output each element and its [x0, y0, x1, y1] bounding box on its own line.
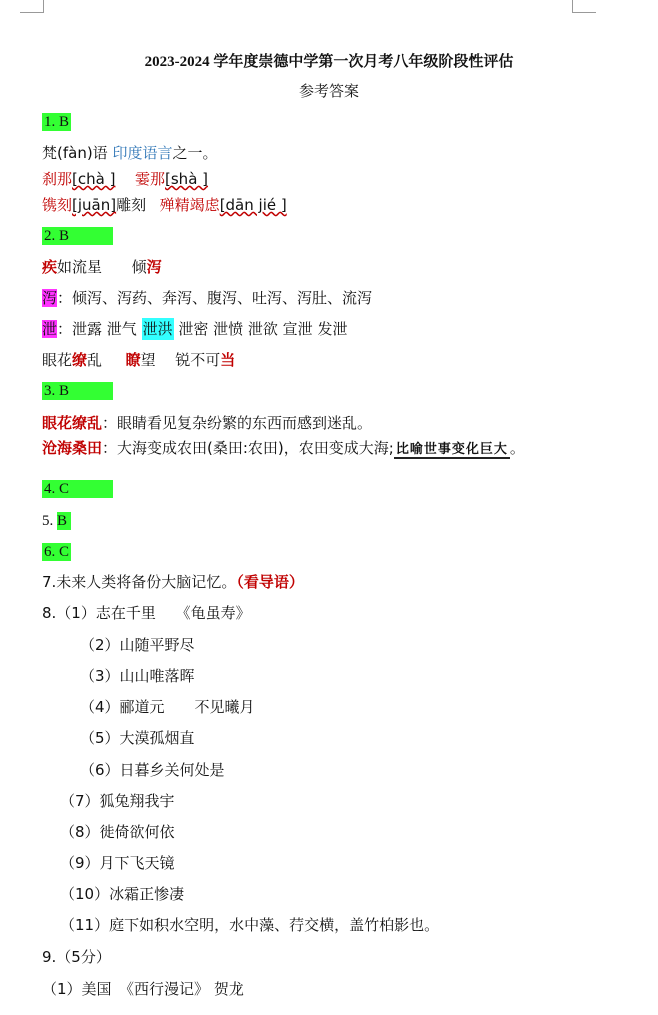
q2-line2: 泻：倾泻、泻药、奔泻、腹泻、吐泻、泻肚、流泻 [42, 289, 373, 307]
q3-line1: 眼花缭乱：眼睛看见复杂纷繁的东西而感到迷乱。 [42, 414, 373, 432]
q1-line2: 刹那[chà ] 霎那[shà ] [42, 170, 209, 188]
crop-mark-top-left-v [43, 0, 44, 12]
q8-item: （11）庭下如积水空明，水中藻、荇交横，盖竹柏影也。 [60, 916, 440, 934]
q1-line3: 镌刻[juān]雕刻 殚精竭虑[dān jié ] [42, 196, 287, 214]
q8-item: （10）冰霜正惨凄 [60, 885, 185, 903]
q6-label: 6. C [44, 544, 70, 560]
q2-line4: 眼花缭乱 瞭望 锐不可当 [42, 351, 236, 369]
q9-line1: （1）美国 《西行漫记》 贺龙 [42, 980, 244, 998]
page-subtitle: 参考答案 [298, 82, 359, 100]
crop-mark-top-right-h [572, 12, 596, 13]
q1-line1: 梵(fàn)语 印度语言之一。 [42, 144, 218, 162]
page-title: 2023-2024 学年度崇德中学第一次月考八年级阶段性评估 [144, 54, 514, 70]
q9-head: 9.（5分） [42, 948, 111, 966]
q3-label: 3. B [42, 380, 113, 402]
q8-head: 8.（1）志在千里 《龟虽寿》 [42, 604, 251, 622]
crop-mark-top-left-h [20, 12, 44, 13]
q2-line1: 疾如流星 倾泻 [42, 258, 162, 276]
q7-line: 7.未来人类将备份大脑记忆。（看导语） [42, 573, 304, 591]
q8-item: （3）山山唯落晖 [80, 667, 195, 685]
q5-label: 5. B [42, 510, 71, 532]
q8-item: （6）日暮乡关何处是 [80, 761, 225, 779]
q8-item: （5）大漠孤烟直 [80, 729, 195, 747]
q2-line3: 泄：泄露 泄气 泄洪 泄密 泄愤 泄欲 宣泄 发泄 [42, 320, 348, 338]
q8-item: （2）山随平野尽 [80, 636, 195, 654]
q8-item: （7）狐兔翔我宇 [60, 792, 175, 810]
q2-label: 2. B [42, 225, 113, 247]
q8-item: （8）徙倚欲何依 [60, 823, 175, 841]
q8-item: （4）郦道元 不见曦月 [80, 698, 255, 716]
q1-label: 1. B [44, 114, 70, 130]
crop-mark-top-right-v [572, 0, 573, 12]
q3-line2: 沧海桑田：大海变成农田(桑田:农田)，农田变成大海; 比喻世事变化巨大 。 [42, 439, 525, 457]
q4-label: 4. C [42, 478, 113, 500]
q8-item: （9）月下飞天镜 [60, 854, 175, 872]
